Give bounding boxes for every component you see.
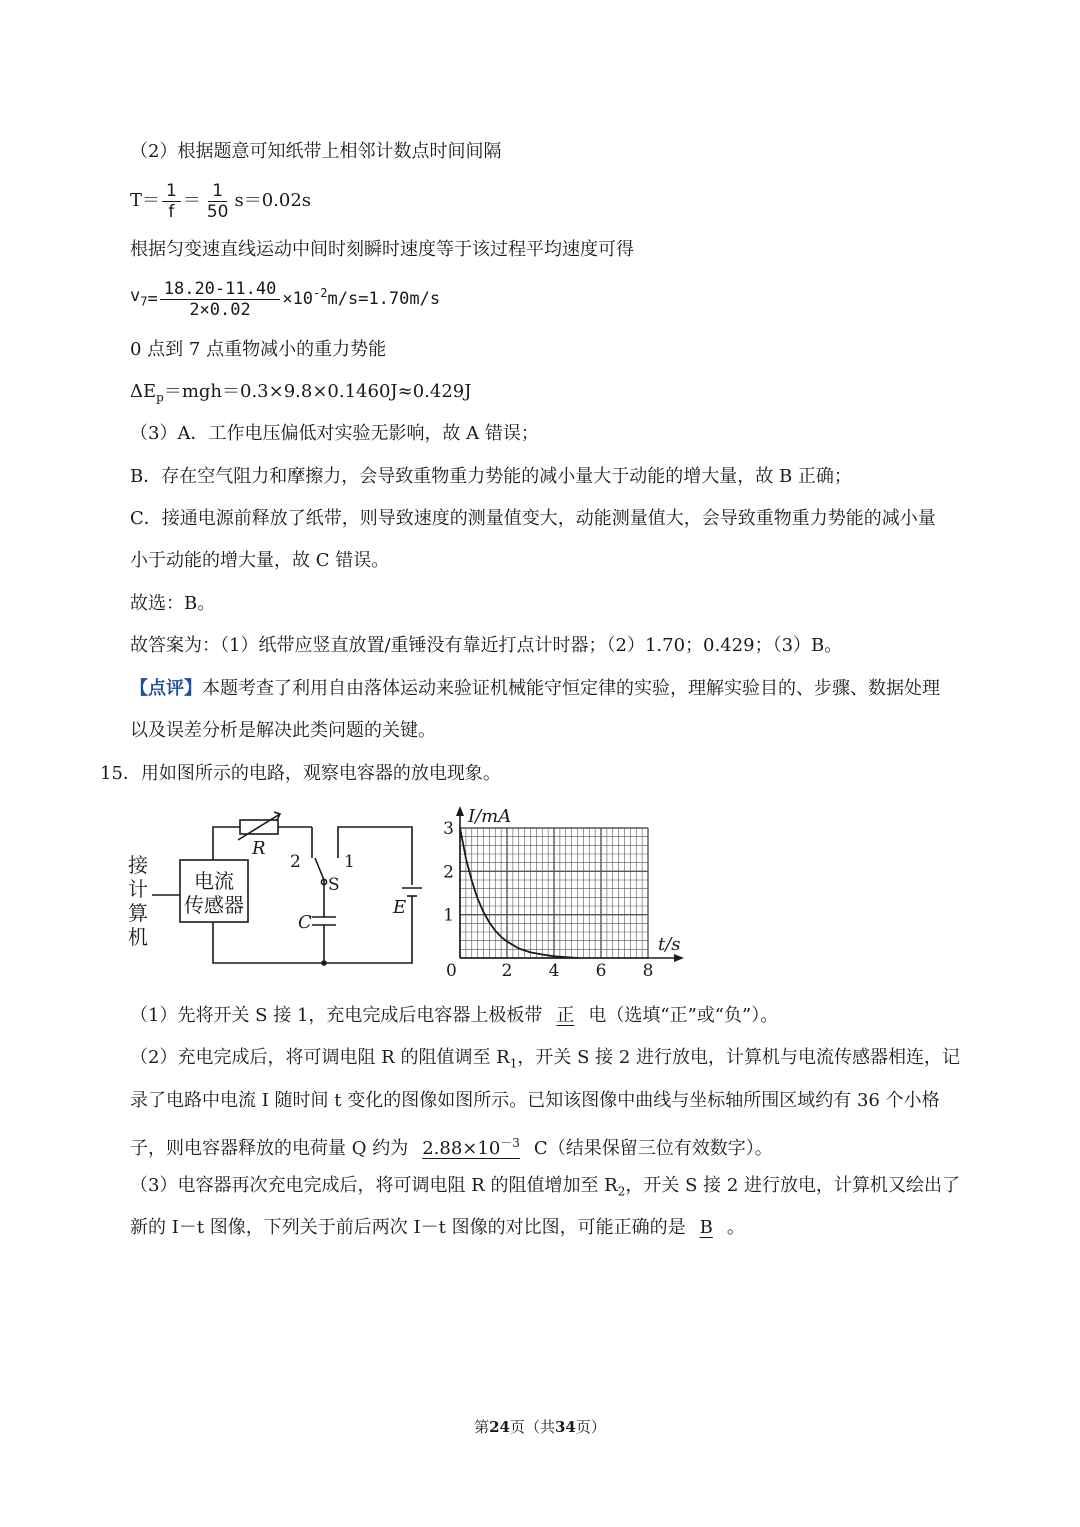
choose-text: 故选：B。 bbox=[130, 593, 216, 614]
comment-line1 bbox=[130, 676, 940, 702]
comment-line2: 以及误差分析是解决此类问题的关键。 bbox=[130, 720, 436, 741]
q3-text-b: ，开关 S 接 2 进行放电，计算机又绘出了 bbox=[625, 1175, 961, 1196]
q2-answer-value: 2.88×10 bbox=[422, 1138, 501, 1159]
q1-prefix: （1）先将开关 S 接 1，充电完成后电容器上极板带 bbox=[130, 1005, 543, 1026]
p-subscript: p bbox=[156, 390, 164, 405]
q15-part1 bbox=[130, 1003, 778, 1029]
equals: ＝ bbox=[182, 190, 201, 211]
v7-result: m/s=1.70m/s bbox=[327, 289, 441, 309]
q15-part2-line2: 录了电路中电流 I 随时间 t 变化的图像如图所示。已知该图像中曲线与坐标轴所围区域约有 36 个小格 bbox=[130, 1090, 940, 1111]
chart-y-tick-label: 2 bbox=[443, 862, 454, 883]
q15-part2-line3 bbox=[130, 1130, 773, 1162]
v-subscript: 7 bbox=[140, 294, 148, 309]
q2-suffix: C（结果保留三位有效数字）。 bbox=[533, 1138, 773, 1159]
delta-e: ΔE bbox=[130, 381, 157, 402]
numerator: 18.20-11.40 bbox=[160, 279, 281, 300]
denominator: f bbox=[168, 201, 175, 222]
q2-answer-exponent: －3 bbox=[500, 1136, 520, 1150]
chart-origin-label: 0 bbox=[446, 961, 457, 981]
s3-option-c-line1: C．接通电源前释放了纸带，则导致速度的测量值变大，动能测量值大，会导致重物重力势能的减小量 bbox=[130, 508, 936, 529]
s3-option-c-line2: 小于动能的增大量，故 C 错误。 bbox=[130, 550, 390, 571]
v7-fraction bbox=[160, 279, 281, 320]
chart-x-tick-label: 8 bbox=[642, 961, 654, 981]
computer-label-4: 机 bbox=[128, 925, 148, 949]
chart-y-axis-label: I/mA bbox=[468, 806, 512, 827]
comment-text: 本题考查了利用自由落体运动来验证机械能守恒定律的实验，理解实验目的、步骤、数据处理 bbox=[202, 678, 940, 699]
ep-result: ＝mgh＝0.3×9.8×0.1460J≈0.429J bbox=[163, 381, 472, 402]
circuit-diagram bbox=[120, 800, 430, 980]
q15-title: 15．用如图所示的电路，观察电容器的放电现象。 bbox=[100, 763, 501, 784]
answer-text: 故答案为：（1）纸带应竖直放置/重锤没有靠近打点计时器；（2）1.70；0.429；（3）B。 bbox=[130, 635, 843, 656]
q3-prefix: 新的 I－t 图像，下列关于前后两次 I－t 图像的对比图，可能正确的是 bbox=[130, 1217, 686, 1238]
battery-label: E bbox=[393, 897, 407, 918]
exponent: -2 bbox=[313, 286, 328, 300]
computer-label-2: 计 bbox=[128, 877, 148, 901]
q2-text-b: ，开关 S 接 2 进行放电，计算机与电流传感器相连，记 bbox=[517, 1047, 961, 1068]
footer-suffix: 页） bbox=[575, 1418, 606, 1436]
chart-y-tick-label: 3 bbox=[443, 819, 454, 839]
switch-label: S bbox=[328, 875, 340, 895]
switch-pos-2: 2 bbox=[290, 852, 301, 872]
q2-prefix: 子，则电容器释放的电荷量 Q 约为 bbox=[130, 1138, 409, 1159]
total-pages: 34 bbox=[555, 1418, 576, 1436]
fraction-1-over-f bbox=[162, 181, 181, 222]
equals: = bbox=[147, 289, 158, 309]
numerator: 1 bbox=[208, 181, 227, 202]
chart-major-grid bbox=[460, 828, 648, 958]
chart-x-tick-label: 2 bbox=[501, 961, 513, 981]
s3-option-a: （3）A．工作电压偏低对实验无影响，故 A 错误； bbox=[130, 423, 539, 444]
q3-suffix: 。 bbox=[726, 1217, 745, 1238]
period-rhs: s＝0.02s bbox=[234, 190, 312, 211]
chart-x-axis-arrow bbox=[674, 954, 684, 962]
ep-text: 0 点到 7 点重物减小的重力势能 bbox=[130, 339, 387, 360]
capacitor-label: C bbox=[298, 912, 312, 933]
q1-suffix: 电（选填“正”或“负”）。 bbox=[588, 1005, 779, 1026]
page-footer bbox=[0, 1416, 1080, 1437]
avg-velocity-text: 根据匀变速直线运动中间时刻瞬时速度等于该过程平均速度可得 bbox=[130, 239, 634, 260]
s3-option-b: B．存在空气阻力和摩擦力，会导致重物重力势能的减小量大于动能的增大量，故 B 正确； bbox=[130, 466, 852, 487]
chart-x-axis-label: t/s bbox=[658, 934, 681, 955]
computer-label-3: 算 bbox=[128, 901, 148, 925]
s2-intro: （2）根据题意可知纸带上相邻计数点时间间隔 bbox=[130, 141, 502, 162]
chart-x-tick-label: 6 bbox=[595, 961, 607, 981]
q15-part2-line1 bbox=[130, 1045, 960, 1077]
chart-y-tick-label: 1 bbox=[443, 905, 454, 926]
sensor-label-2: 传感器 bbox=[184, 893, 244, 917]
denominator: 2×0.02 bbox=[189, 299, 251, 320]
q3-answer-blank: B bbox=[699, 1217, 713, 1238]
page-number: 24 bbox=[489, 1418, 510, 1436]
current-time-chart bbox=[436, 800, 696, 982]
chart-x-tick-label: 4 bbox=[548, 961, 560, 981]
q3-text-a: （3）电容器再次充电完成后，将可调电阻 R 的阻值增加至 R bbox=[130, 1175, 618, 1196]
fraction-1-over-50 bbox=[203, 181, 233, 222]
chart-axes bbox=[456, 806, 684, 962]
footer-prefix: 第 bbox=[474, 1418, 490, 1436]
ep-formula bbox=[130, 379, 471, 411]
footer-middle: 页（共 bbox=[509, 1418, 555, 1436]
resistor-label: R bbox=[252, 838, 266, 859]
v7-formula bbox=[130, 274, 440, 324]
r2-subscript: 2 bbox=[617, 1184, 626, 1199]
q15-part3-line1 bbox=[130, 1173, 960, 1205]
comment-tag: 【点评】 bbox=[130, 678, 202, 699]
sensor-label-1: 电流 bbox=[194, 869, 234, 893]
r1-subscript: 1 bbox=[509, 1056, 518, 1071]
period-formula bbox=[130, 176, 311, 226]
denominator: 50 bbox=[206, 201, 229, 222]
q2-answer-blank bbox=[408, 1130, 534, 1162]
period-lhs: T＝ bbox=[130, 190, 161, 211]
computer-label-1: 接 bbox=[128, 853, 148, 877]
v7-symbol bbox=[130, 283, 147, 314]
v-letter: v bbox=[130, 286, 141, 307]
numerator: 1 bbox=[162, 181, 181, 202]
q1-answer-blank: 正 bbox=[556, 1005, 575, 1026]
q2-text-a: （2）充电完成后，将可调电阻 R 的阻值调至 R bbox=[130, 1047, 510, 1068]
times-ten: ×10 bbox=[282, 289, 314, 309]
switch-pos-1: 1 bbox=[344, 852, 355, 872]
chart-y-axis-arrow bbox=[456, 806, 464, 816]
q15-part3-line2 bbox=[130, 1215, 745, 1241]
